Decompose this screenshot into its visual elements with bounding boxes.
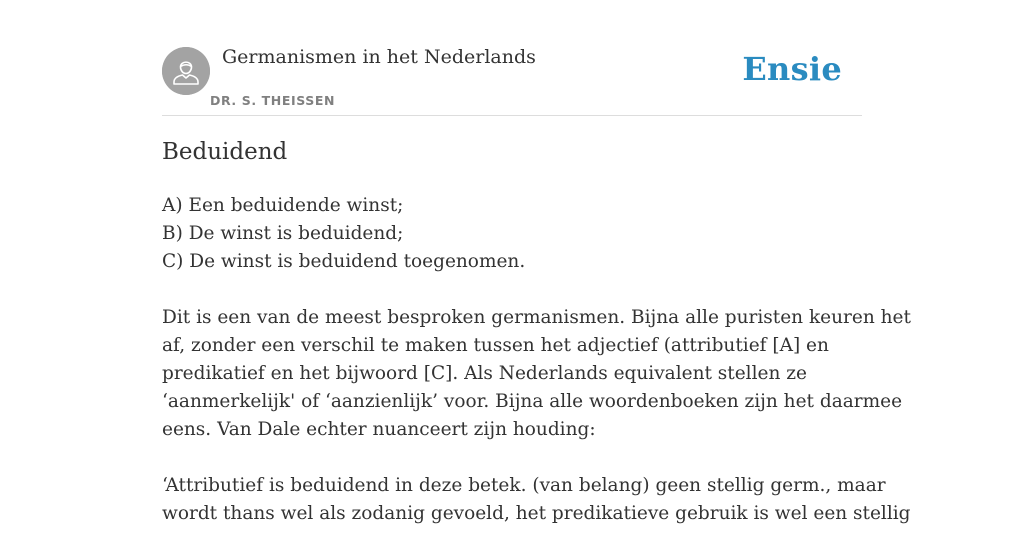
paragraph-line: af, zonder een verschil te maken tussen het adjectief (attributief [A] en [162, 335, 829, 356]
entry-title: Beduidend [162, 139, 288, 165]
discussion-paragraph [162, 304, 911, 444]
entry-content [162, 192, 911, 556]
quote-paragraph [162, 472, 911, 528]
avatar[interactable] [162, 47, 210, 95]
article-page [162, 0, 911, 524]
ensie-logo[interactable]: Ensie [742, 50, 842, 88]
author-link[interactable]: DR. S. THEISSEN [210, 93, 336, 108]
example-line: B) De winst is beduidend; [162, 223, 404, 244]
example-line: A) Een beduidende winst; [162, 195, 404, 216]
paragraph-line: ‘aanmerkelijk' of ‘aanzienlijk’ voor. Bijna alle woordenboeken zijn het daarmee [162, 391, 903, 412]
paragraph-line: predikatief en het bijwoord [C]. Als Nederlands equivalent stellen ze [162, 363, 807, 384]
paragraph-line: Dit is een van de meest besproken germanismen. Bijna alle puristen keuren het [162, 307, 911, 328]
book-title-link[interactable]: Germanismen in het Nederlands [222, 46, 536, 68]
quote-line: ‘Attributief is beduidend in deze betek. (van belang) geen stellig germ., maar [162, 475, 886, 496]
article-header [162, 0, 862, 116]
paragraph-line: eens. Van Dale echter nuanceert zijn houding: [162, 419, 596, 440]
user-icon [162, 47, 210, 95]
examples-paragraph [162, 192, 862, 276]
quote-line: wordt thans wel als zodanig gevoeld, het predikatieve gebruik is wel een stellig [162, 503, 911, 524]
example-line: C) De winst is beduidend toegenomen. [162, 251, 526, 272]
